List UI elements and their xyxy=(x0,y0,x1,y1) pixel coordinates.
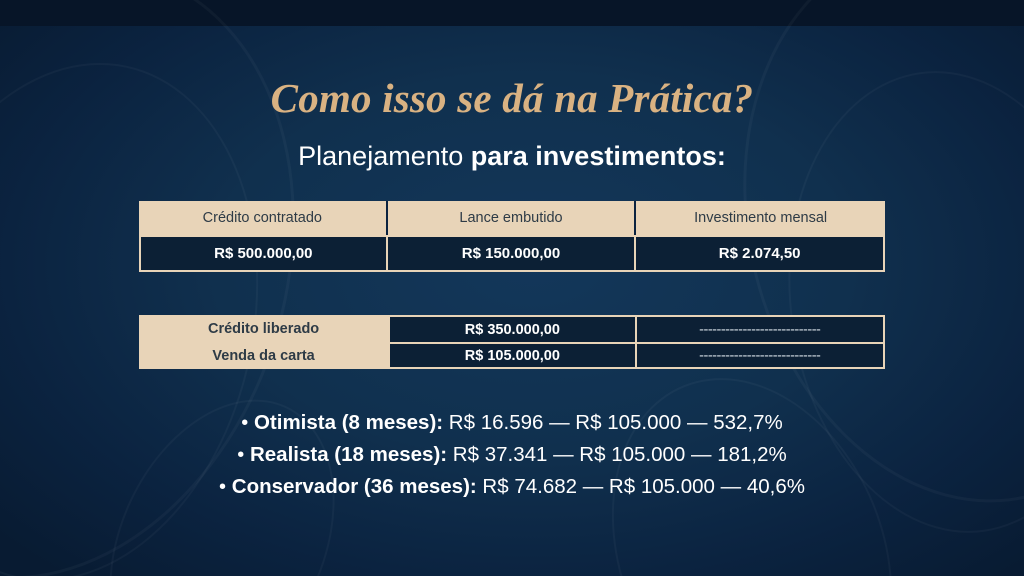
scenario-detail: R$ 37.341 — R$ 105.000 — 181,2% xyxy=(447,443,787,466)
list-item xyxy=(0,439,1024,471)
credit-summary-table xyxy=(139,201,885,272)
table-column-header: Investimento mensal xyxy=(636,201,885,235)
table-column-header: Crédito contratado xyxy=(139,201,388,235)
slide-title: Como isso se dá na Prática? xyxy=(270,75,754,121)
scenario-detail: R$ 16.596 — R$ 105.000 — 532,7% xyxy=(443,411,783,434)
subtitle-light-part: Planejamento xyxy=(298,141,471,171)
table-row xyxy=(139,235,885,272)
release-sale-table xyxy=(139,315,885,369)
table-row-label: Crédito liberado xyxy=(139,315,388,342)
table-header-row xyxy=(139,201,885,235)
table-cell-value: R$ 500.000,00 xyxy=(139,235,388,272)
table-row xyxy=(139,342,885,369)
slide-subtitle xyxy=(0,141,1024,172)
scenario-list xyxy=(0,407,1024,503)
table-column-header: Lance embutido xyxy=(388,201,637,235)
bullet-icon: • xyxy=(237,444,245,466)
table-cell-value: R$ 150.000,00 xyxy=(388,235,637,272)
list-item xyxy=(0,407,1024,439)
list-item xyxy=(0,471,1024,503)
table-cell-value: R$ 2.074,50 xyxy=(636,235,885,272)
table-cell-value: R$ 105.000,00 xyxy=(388,342,636,369)
bullet-icon: • xyxy=(241,412,249,434)
bullet-icon: • xyxy=(219,476,227,498)
table-cell-value: R$ 350.000,00 xyxy=(388,315,636,342)
scenario-name: Otimista (8 meses): xyxy=(253,411,444,434)
table-row-label: Venda da carta xyxy=(139,342,388,369)
table-cell-placeholder: ---------------------------- xyxy=(637,315,885,342)
table-row xyxy=(139,315,885,342)
table-cell-placeholder: ---------------------------- xyxy=(637,342,885,369)
scenario-name: Realista (18 meses): xyxy=(249,443,448,466)
subtitle-bold-part: para investimentos: xyxy=(470,141,726,171)
scenario-detail: R$ 74.682 — R$ 105.000 — 40,6% xyxy=(476,475,805,498)
scenario-name: Conservador (36 meses): xyxy=(231,475,477,498)
